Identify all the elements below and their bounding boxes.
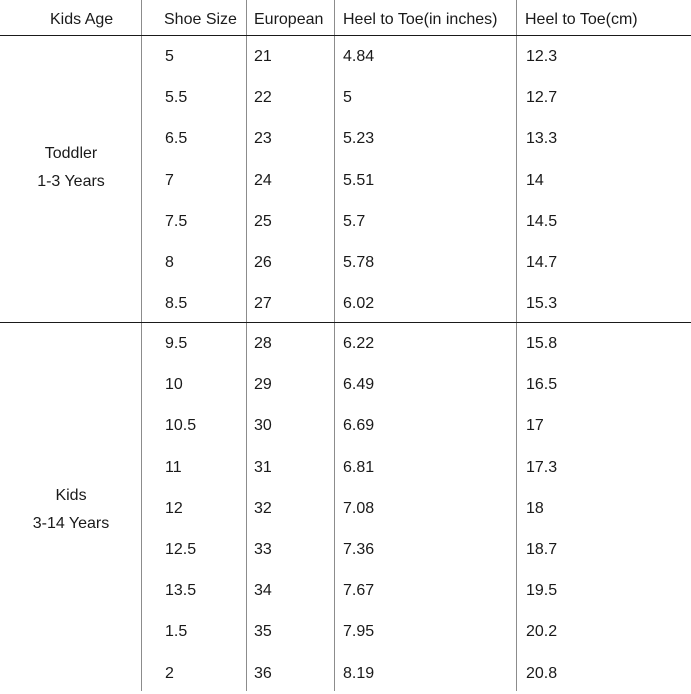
age-group-range: 1-3 Years: [37, 173, 105, 190]
shoe-size-cell: 9.5: [165, 335, 188, 352]
heel-to-toe-cm-cell: 12.7: [526, 89, 558, 107]
shoe-size-cell: 10: [165, 376, 183, 394]
european-size-cell: 28: [254, 335, 272, 352]
european-size-cell: 25: [254, 212, 272, 230]
shoe-size-cell: 8: [165, 254, 174, 271]
heel-to-toe-cm-cell: 20.8: [526, 664, 558, 682]
heel-to-toe-inches-cell: 4.84: [343, 48, 375, 65]
header-heel-to-toe-inches: Heel to Toe(in inches): [343, 11, 498, 28]
heel-to-toe-cm-cell: 12.3: [526, 48, 558, 65]
heel-to-toe-inches-cell: 6.49: [343, 376, 375, 394]
table-row: [0, 611, 691, 652]
european-size-cell: 31: [254, 458, 272, 476]
column-divider: [334, 0, 335, 691]
heel-to-toe-inches-cell: 5: [343, 89, 352, 107]
shoe-size-cell: 6.5: [165, 130, 188, 148]
heel-to-toe-cm-cell: 19.5: [526, 582, 558, 600]
age-group-name: Kids: [55, 487, 87, 504]
shoe-size-cell: 7.5: [165, 212, 188, 230]
heel-to-toe-cm-cell: 20.2: [526, 623, 558, 641]
group-divider: [0, 322, 691, 323]
table-row: [0, 364, 691, 405]
heel-to-toe-inches-cell: 6.81: [343, 458, 375, 476]
heel-to-toe-inches-cell: 6.02: [343, 295, 375, 313]
table-row: [0, 529, 691, 570]
european-size-cell: 22: [254, 89, 272, 107]
table-row: [0, 283, 691, 324]
column-divider: [246, 0, 247, 691]
header-divider: [0, 35, 691, 36]
table-header: [0, 0, 691, 36]
heel-to-toe-cm-cell: 15.8: [526, 335, 558, 352]
shoe-size-cell: 12: [165, 499, 183, 517]
table-row: [0, 242, 691, 283]
heel-to-toe-cm-cell: 14.7: [526, 254, 558, 271]
table-row: [0, 570, 691, 611]
european-size-cell: 30: [254, 417, 272, 435]
table-row: [0, 36, 691, 77]
table-row: [0, 77, 691, 118]
heel-to-toe-inches-cell: 7.36: [343, 541, 375, 558]
table-row: [0, 653, 691, 694]
heel-to-toe-inches-cell: 7.95: [343, 623, 375, 641]
heel-to-toe-inches-cell: 8.19: [343, 664, 375, 682]
heel-to-toe-inches-cell: 5.23: [343, 130, 375, 148]
table-row: [0, 323, 691, 364]
shoe-size-cell: 5: [165, 48, 174, 65]
european-size-cell: 23: [254, 130, 272, 148]
shoe-size-cell: 12.5: [165, 541, 197, 558]
european-size-cell: 27: [254, 295, 272, 313]
table-row: [0, 201, 691, 242]
column-divider: [516, 0, 517, 691]
european-size-cell: 36: [254, 664, 272, 682]
header-european: European: [254, 11, 324, 28]
shoe-size-cell: 11: [165, 458, 182, 476]
header-kids-age: Kids Age: [50, 11, 114, 28]
table-row: [0, 405, 691, 446]
column-divider: [141, 0, 142, 691]
age-group-name: Toddler: [44, 145, 98, 162]
heel-to-toe-cm-cell: 14: [526, 171, 544, 189]
heel-to-toe-cm-cell: 18.7: [526, 541, 558, 558]
heel-to-toe-cm-cell: 13.3: [526, 130, 558, 148]
european-size-cell: 26: [254, 254, 272, 271]
european-size-cell: 33: [254, 541, 272, 558]
heel-to-toe-inches-cell: 6.69: [343, 417, 375, 435]
age-group: [0, 323, 691, 694]
shoe-size-cell: 8.5: [165, 295, 188, 313]
table-row: [0, 447, 691, 488]
shoe-size-cell: 1.5: [165, 623, 188, 641]
heel-to-toe-inches-cell: 7.67: [343, 582, 375, 600]
european-size-cell: 24: [254, 171, 272, 189]
heel-to-toe-inches-cell: 5.51: [343, 171, 375, 189]
shoe-size-cell: 7: [165, 171, 174, 189]
heel-to-toe-cm-cell: 17: [526, 417, 544, 435]
shoe-size-cell: 10.5: [165, 417, 197, 435]
heel-to-toe-cm-cell: 15.3: [526, 295, 558, 313]
table-row: [0, 160, 691, 201]
shoe-size-cell: 13.5: [165, 582, 197, 600]
heel-to-toe-cm-cell: 18: [526, 499, 544, 517]
european-size-cell: 29: [254, 376, 272, 394]
table-row: [0, 488, 691, 529]
age-group-range: 3-14 Years: [32, 515, 110, 532]
european-size-cell: 35: [254, 623, 272, 641]
heel-to-toe-inches-cell: 5.78: [343, 254, 375, 271]
table-row: [0, 118, 691, 159]
heel-to-toe-cm-cell: 17.3: [526, 458, 558, 476]
european-size-cell: 21: [254, 48, 272, 65]
age-group: [0, 36, 691, 324]
european-size-cell: 34: [254, 582, 272, 600]
shoe-size-cell: 5.5: [165, 89, 188, 107]
heel-to-toe-inches-cell: 5.7: [343, 212, 366, 230]
header-heel-to-toe-cm: Heel to Toe(cm): [525, 11, 638, 28]
european-size-cell: 32: [254, 499, 272, 517]
shoe-size-cell: 2: [165, 664, 174, 682]
heel-to-toe-cm-cell: 14.5: [526, 212, 558, 230]
heel-to-toe-cm-cell: 16.5: [526, 376, 558, 394]
header-shoe-size: Shoe Size: [164, 11, 237, 28]
heel-to-toe-inches-cell: 6.22: [343, 335, 375, 352]
heel-to-toe-inches-cell: 7.08: [343, 499, 375, 517]
